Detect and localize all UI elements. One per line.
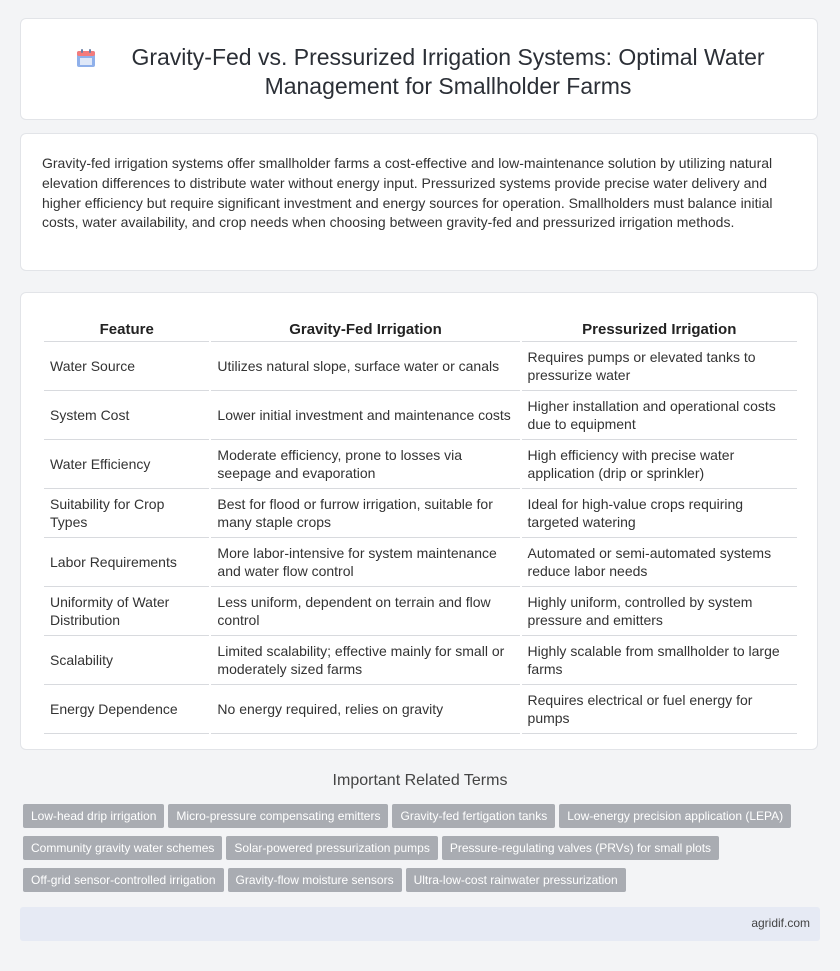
column-header-gravity-fed: Gravity-Fed Irrigation — [211, 313, 519, 342]
pressurized-cell: Highly uniform, controlled by system pressure and emitters — [522, 587, 797, 636]
title-wrap — [21, 43, 817, 101]
related-term-tag[interactable]: Low-head drip irrigation — [23, 804, 164, 828]
gravity-fed-cell: Less uniform, dependent on terrain and flow control — [211, 587, 519, 636]
table-row — [44, 489, 797, 538]
related-terms-heading: Important Related Terms — [332, 772, 508, 789]
feature-cell: Water Source — [44, 342, 209, 391]
intro-paragraph: Gravity-fed irrigation systems offer smallholder farms a cost-effective and low-maintenance solution by utilizing natural elevation differences to distribute water without energy input. Pressurized systems provide precise water delivery and higher efficiency but require significant investment and energy sources for operation. Smallholders must balance initial costs, water availability, and crop needs when choosing between gravity-fed and pressurized irrigation methods. — [42, 155, 773, 231]
related-term-tag[interactable]: Micro-pressure compensating emitters — [168, 804, 388, 828]
gravity-fed-cell: Limited scalability; effective mainly for small or moderately sized farms — [211, 636, 519, 685]
related-term-tag[interactable]: Pressure-regulating valves (PRVs) for small plots — [442, 836, 719, 860]
feature-cell: Water Efficiency — [44, 440, 209, 489]
comparison-table-card — [20, 292, 818, 750]
pressurized-cell: Ideal for high-value crops requiring targeted watering — [522, 489, 797, 538]
table-row — [44, 342, 797, 391]
page-title: Gravity-Fed vs. Pressurized Irrigation Systems: Optimal Water Management for Smallholder Farms — [131, 44, 765, 99]
pressurized-cell: Automated or semi-automated systems reduce labor needs — [522, 538, 797, 587]
pressurized-cell: Highly scalable from smallholder to large farms — [522, 636, 797, 685]
pressurized-cell: High efficiency with precise water application (drip or sprinkler) — [522, 440, 797, 489]
table-row — [44, 440, 797, 489]
column-header-pressurized: Pressurized Irrigation — [522, 313, 797, 342]
header-card — [20, 18, 818, 120]
pressurized-cell: Requires electrical or fuel energy for pumps — [522, 685, 797, 734]
gravity-fed-cell: No energy required, relies on gravity — [211, 685, 519, 734]
related-term-tag[interactable]: Solar-powered pressurization pumps — [226, 836, 437, 860]
gravity-fed-cell: Moderate efficiency, prone to losses via seepage and evaporation — [211, 440, 519, 489]
pressurized-cell: Requires pumps or elevated tanks to pressurize water — [522, 342, 797, 391]
table-row — [44, 636, 797, 685]
related-term-tag[interactable]: Off-grid sensor-controlled irrigation — [23, 868, 224, 892]
intro-card — [20, 133, 818, 271]
gravity-fed-cell: Best for flood or furrow irrigation, suitable for many staple crops — [211, 489, 519, 538]
pressurized-cell: Higher installation and operational costs due to equipment — [522, 391, 797, 440]
table-row — [44, 538, 797, 587]
related-term-tag[interactable]: Community gravity water schemes — [23, 836, 222, 860]
table-row — [44, 587, 797, 636]
feature-cell: Uniformity of Water Distribution — [44, 587, 209, 636]
related-term-tag[interactable]: Gravity-fed fertigation tanks — [392, 804, 555, 828]
gravity-fed-cell: Lower initial investment and maintenance costs — [211, 391, 519, 440]
table-header-row — [44, 313, 797, 342]
related-terms-tags — [23, 804, 823, 900]
feature-cell: Energy Dependence — [44, 685, 209, 734]
related-term-tag[interactable]: Gravity-flow moisture sensors — [228, 868, 402, 892]
comparison-table — [42, 313, 799, 734]
feature-cell: System Cost — [44, 391, 209, 440]
feature-cell: Labor Requirements — [44, 538, 209, 587]
gravity-fed-cell: More labor-intensive for system maintenance and water flow control — [211, 538, 519, 587]
related-term-tag[interactable]: Ultra-low-cost rainwater pressurization — [406, 868, 626, 892]
footer-bar — [20, 907, 820, 941]
footer-site-link[interactable]: agridif.com — [751, 916, 810, 930]
column-header-feature: Feature — [44, 313, 209, 342]
gravity-fed-cell: Utilizes natural slope, surface water or canals — [211, 342, 519, 391]
feature-cell: Suitability for Crop Types — [44, 489, 209, 538]
feature-cell: Scalability — [44, 636, 209, 685]
table-row — [44, 685, 797, 734]
table-row — [44, 391, 797, 440]
related-term-tag[interactable]: Low-energy precision application (LEPA) — [559, 804, 791, 828]
